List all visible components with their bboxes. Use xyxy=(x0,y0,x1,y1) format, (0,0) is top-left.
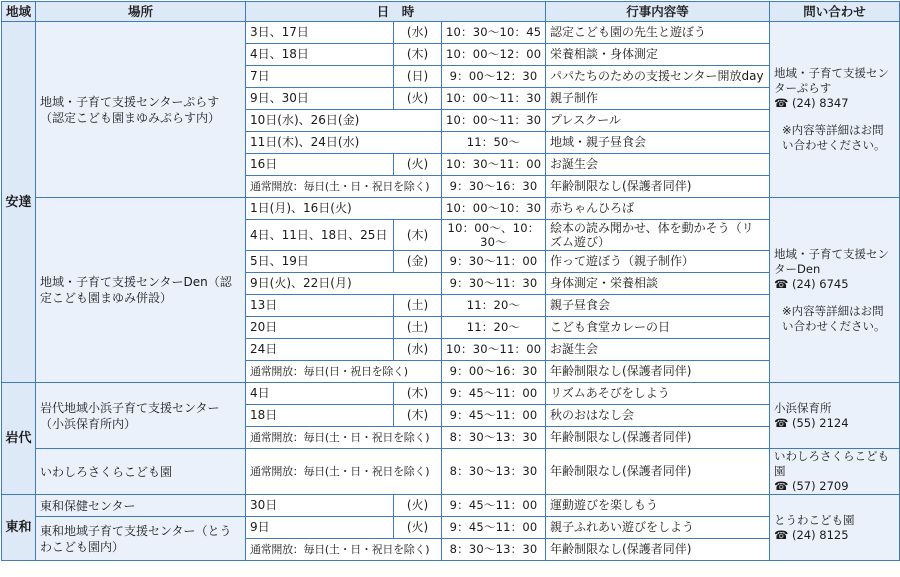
event-cell: 年齢制限なし(保護者同伴) xyxy=(546,427,770,449)
event-cell: 栄養相談・身体測定 xyxy=(546,44,770,66)
event-cell: 絵本の読み聞かせ、体を動かそう（リズム遊び） xyxy=(546,220,770,251)
time-cell: 10：00〜11：30 xyxy=(442,110,546,132)
time-cell: 9：30〜11：30 xyxy=(442,273,546,295)
event-cell: プレスクール xyxy=(546,110,770,132)
weekday-cell: (土) xyxy=(394,317,442,339)
time-cell: 10：00〜10：30 xyxy=(442,198,546,220)
time-cell: 8：30〜13：30 xyxy=(442,449,546,495)
date-cell: 11日(木)、24日(水) xyxy=(246,132,442,154)
time-cell: 10：00〜12：00 xyxy=(442,44,546,66)
time-cell: 9：45〜11：00 xyxy=(442,517,546,539)
time-cell: 9：45〜11：00 xyxy=(442,405,546,427)
weekday-cell: (火) xyxy=(394,88,442,110)
time-cell: 11：20〜 xyxy=(442,295,546,317)
date-cell: 10日(水)、26日(金) xyxy=(246,110,442,132)
weekday-cell: (木) xyxy=(394,220,442,251)
place-cell: 東和地域子育て支援センター（とうわこども園内） xyxy=(36,517,246,561)
time-cell: 9：00〜12：30 xyxy=(442,66,546,88)
contact-phone: ☎ (24) 8347 xyxy=(774,96,849,110)
table-row xyxy=(2,517,900,539)
weekday-cell: (木) xyxy=(394,383,442,405)
weekday-cell: (木) xyxy=(394,405,442,427)
event-cell: 親子昼食会 xyxy=(546,295,770,317)
place-cell: いわしろさくらこども園 xyxy=(36,449,246,495)
event-cell: 年齢制限なし(保護者同伴) xyxy=(546,449,770,495)
header-row xyxy=(2,2,900,22)
event-cell: お誕生会 xyxy=(546,154,770,176)
header-place: 場所 xyxy=(36,2,246,22)
date-cell: 通常開放：毎日(土・日・祝日を除く) xyxy=(246,539,442,561)
date-cell: 16日 xyxy=(246,154,394,176)
event-cell: 赤ちゃんひろば xyxy=(546,198,770,220)
place-cell: 東和保健センター xyxy=(36,495,246,517)
region-cell: 岩代 xyxy=(2,383,36,495)
date-cell: 13日 xyxy=(246,295,394,317)
contact-phone: ☎ (55) 2124 xyxy=(774,415,849,430)
event-cell: 秋のおはなし会 xyxy=(546,405,770,427)
weekday-cell: (金) xyxy=(394,251,442,273)
time-cell: 11：50〜 xyxy=(442,132,546,154)
weekday-cell: (火) xyxy=(394,517,442,539)
weekday-cell: (木) xyxy=(394,44,442,66)
place-cell: 地域・子育て支援センターぷらす（認定こども園まゆみぷらす内） xyxy=(36,22,246,198)
date-cell: 1日(月)、16日(火) xyxy=(246,198,442,220)
time-cell: 9：30〜11：00 xyxy=(442,251,546,273)
time-cell: 8：30〜13：30 xyxy=(442,427,546,449)
event-cell: パパたちのための支援センター開放day xyxy=(546,66,770,88)
date-cell: 3日、17日 xyxy=(246,22,394,44)
event-cell: お誕生会 xyxy=(546,339,770,361)
contact-name: とうわこども園 xyxy=(774,512,855,527)
event-cell: 運動遊びを楽しもう xyxy=(546,495,770,517)
table-row xyxy=(2,198,900,220)
contact-cell xyxy=(770,198,900,383)
weekday-cell: (水) xyxy=(394,22,442,44)
event-cell: 身体測定・栄養相談 xyxy=(546,273,770,295)
weekday-cell: (火) xyxy=(394,154,442,176)
place-cell: 岩代地域小浜子育て支援センター（小浜保育所内） xyxy=(36,383,246,449)
event-cell: 地域・親子昼食会 xyxy=(546,132,770,154)
contact-phone: ☎ (57) 2709 xyxy=(774,479,849,493)
contact-note: ※内容等詳細はお問い合わせください。 xyxy=(782,303,886,333)
time-cell: 10：00〜、10：30〜 xyxy=(442,220,546,251)
table-row xyxy=(2,22,900,44)
event-cell: 年齢制限なし(保護者同伴) xyxy=(546,176,770,198)
region-cell: 東和 xyxy=(2,495,36,561)
date-cell: 18日 xyxy=(246,405,394,427)
header-region: 地域 xyxy=(2,2,36,22)
time-cell: 8：30〜13：30 xyxy=(442,539,546,561)
date-cell: 20日 xyxy=(246,317,394,339)
contact-phone: ☎ (24) 8125 xyxy=(774,527,849,542)
event-cell: リズムあそびをしよう xyxy=(546,383,770,405)
time-cell: 9：45〜11：00 xyxy=(442,495,546,517)
header-datetime: 日 時 xyxy=(246,2,546,22)
time-cell: 10：30〜10：45 xyxy=(442,22,546,44)
weekday-cell: (土) xyxy=(394,295,442,317)
time-cell: 10：00〜11：30 xyxy=(442,88,546,110)
time-cell: 11：20〜 xyxy=(442,317,546,339)
date-cell: 通常開放：毎日(土・日・祝日を除く) xyxy=(246,449,442,495)
date-cell: 5日、19日 xyxy=(246,251,394,273)
date-cell: 4日、11日、18日、25日 xyxy=(246,220,394,251)
event-cell: 親子制作 xyxy=(546,88,770,110)
event-cell: 作って遊ぼう（親子制作） xyxy=(546,251,770,273)
time-cell: 10：30〜11：00 xyxy=(442,154,546,176)
date-cell: 通常開放：毎日(土・日・祝日を除く) xyxy=(246,176,442,198)
contact-name: 地域・子育て支援センターDen xyxy=(774,246,890,276)
time-cell: 10：30〜11：00 xyxy=(442,339,546,361)
event-cell: 年齢制限なし(保護者同伴) xyxy=(546,539,770,561)
date-cell: 通常開放：毎日(土・日・祝日を除く) xyxy=(246,427,442,449)
event-cell: 年齢制限なし(保護者同伴) xyxy=(546,361,770,383)
date-cell: 通常開放：毎日(日・祝日を除く) xyxy=(246,361,442,383)
contact-name: 小浜保育所 xyxy=(774,400,832,415)
date-cell: 9日、30日 xyxy=(246,88,394,110)
contact-name: いわしろさくらこども園 xyxy=(774,449,890,478)
event-cell: 認定こども園の先生と遊ぼう xyxy=(546,22,770,44)
date-cell: 4日、18日 xyxy=(246,44,394,66)
contact-cell xyxy=(770,449,900,495)
contact-cell xyxy=(770,383,900,449)
header-contact: 問い合わせ xyxy=(770,2,900,22)
contact-name: 地域・子育て支援センターぷらす xyxy=(774,66,890,95)
date-cell: 4日 xyxy=(246,383,394,405)
time-cell: 9：30〜16：30 xyxy=(442,176,546,198)
schedule-body xyxy=(2,22,900,561)
date-cell: 9日 xyxy=(246,517,394,539)
table-row xyxy=(2,449,900,495)
table-row xyxy=(2,495,900,517)
contact-note: ※内容等詳細はお問い合わせください。 xyxy=(782,123,886,152)
date-cell: 9日(火)、22日(月) xyxy=(246,273,442,295)
time-cell: 9：00〜16：30 xyxy=(442,361,546,383)
date-cell: 7日 xyxy=(246,66,394,88)
event-cell: こども食堂カレーの日 xyxy=(546,317,770,339)
place-cell: 地域・子育て支援センターDen（認定こども園まゆみ併設） xyxy=(36,198,246,383)
region-cell: 安達 xyxy=(2,22,36,383)
weekday-cell: (日) xyxy=(394,66,442,88)
schedule-table xyxy=(1,1,900,561)
time-cell: 9：45〜11：00 xyxy=(442,383,546,405)
header-event: 行事内容等 xyxy=(546,2,770,22)
event-cell: 親子ふれあい遊びをしよう xyxy=(546,517,770,539)
contact-cell xyxy=(770,22,900,198)
date-cell: 30日 xyxy=(246,495,394,517)
date-cell: 24日 xyxy=(246,339,394,361)
contact-phone: ☎ (24) 6745 xyxy=(774,276,849,291)
table-row xyxy=(2,383,900,405)
weekday-cell: (火) xyxy=(394,495,442,517)
contact-cell xyxy=(770,495,900,561)
weekday-cell: (水) xyxy=(394,339,442,361)
